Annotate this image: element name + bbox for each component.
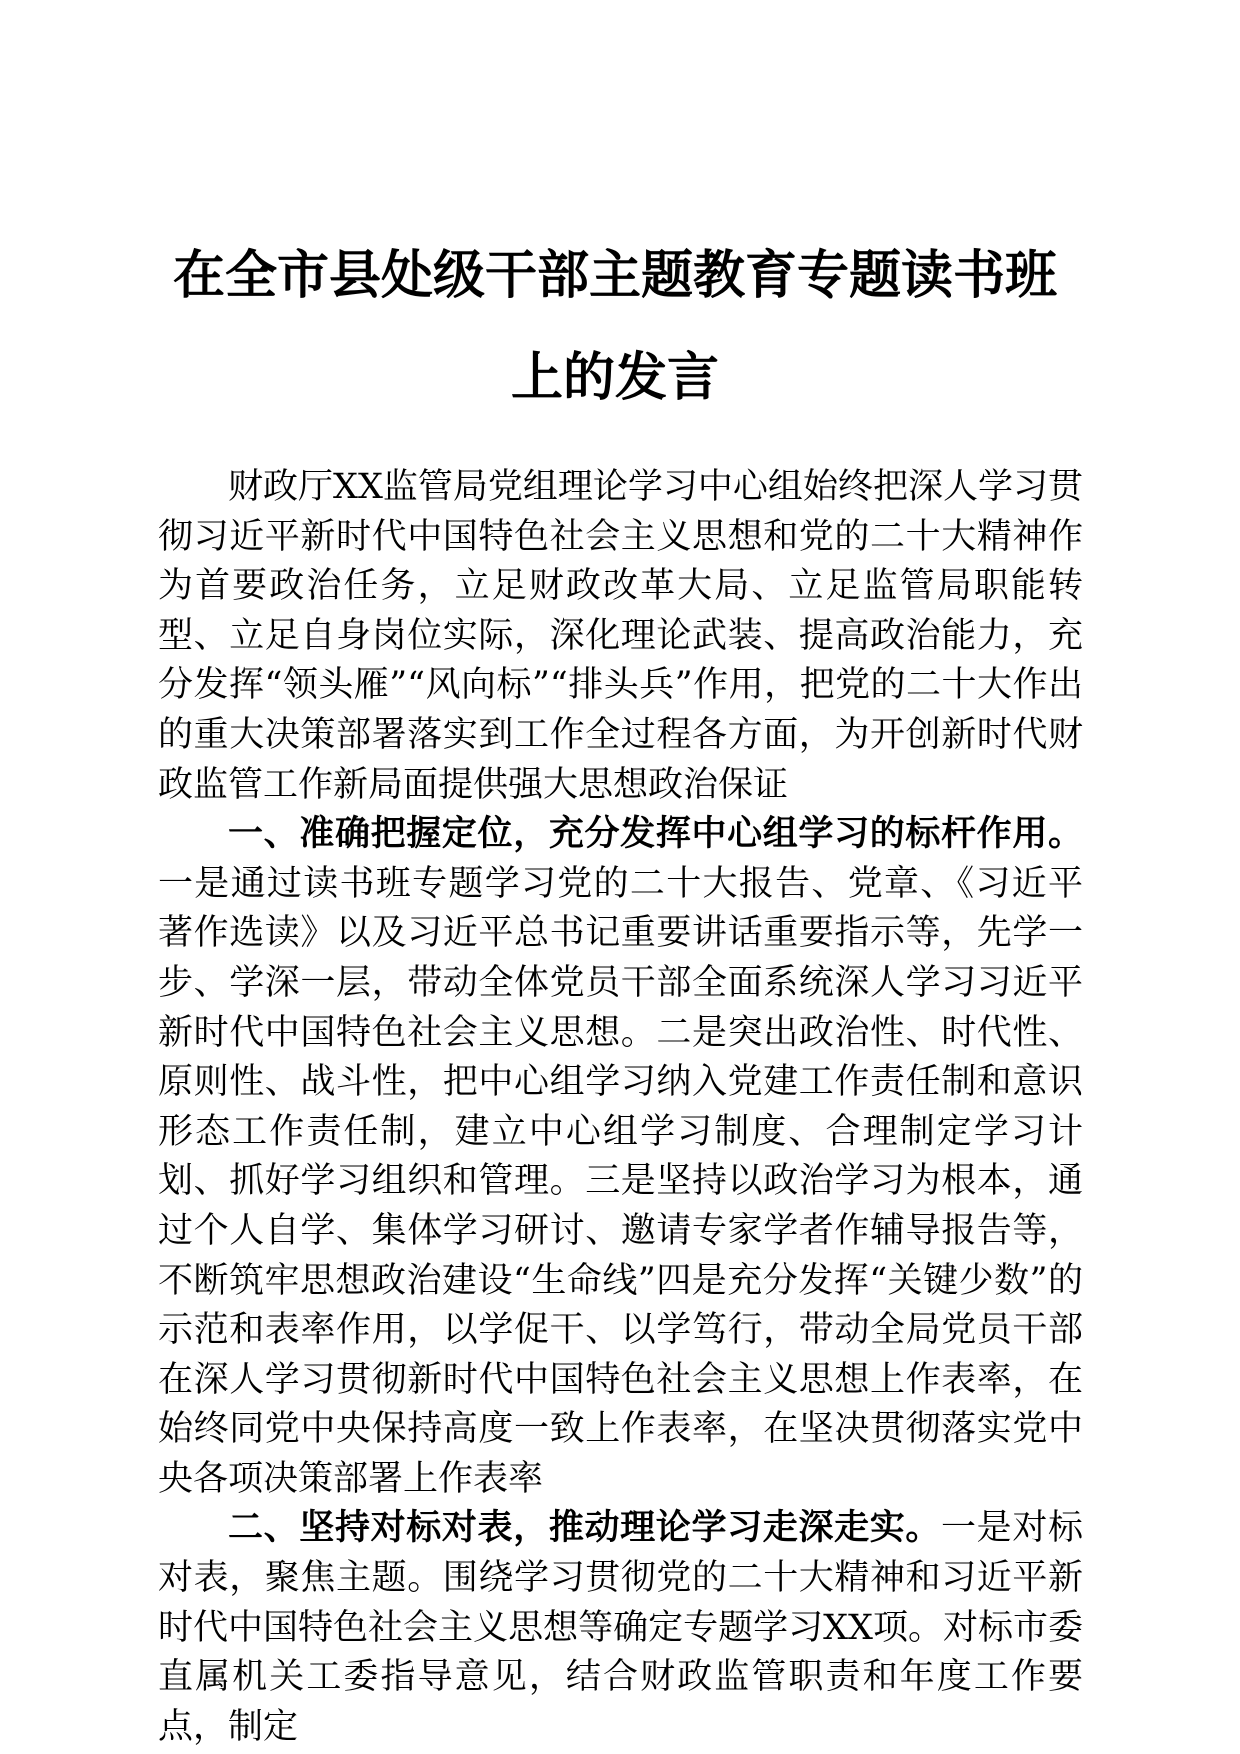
paragraph-intro-text: 财政厅XX监管局党组理论学习中心组始终把深人学习贯彻习近平新时代中国特色社会主义思想和党的二十大精神作为首要政治任务，立足财政改革大局、立足监管局职能转型、立足自身岗位实际，深化理论武装、提高政治能力，充分发挥“领头雁”“风向标”“排头兵”作用，把党的二十大作出的重大决策部署落实到工作全过程各方面，为开创新时代财政监管工作新局面提供强大思想政治保证 (158, 467, 1083, 805)
section-1-text: 一是通过读书班专题学习党的二十大报告、党章、《习近平著作选读》以及习近平总书记重要讲话重要指示等，先学一步、学深一层，带动全体党员干部全面系统深人学习习近平新时代中国特色社会主义思想。二是突出政治性、时代性、原则性、战斗性，把中心组学习纳入党建工作责任制和意识形态工作责任制，建立中心组学习制度、合理制定学习计划、抓好学习组织和管理。三是坚持以政治学习为根本，通过个人自学、集体学习研讨、邀请专家学者作辅导报告等，不断筑牢思想政治建设“生命线”四是充分发挥“关键少数”的示范和表率作用，以学促干、以学笃行，带动全局党员干部在深人学习贯彻新时代中国特色社会主义思想上作表率，在始终同党中央保持高度一致上作表率，在坚决贯彻落实党中央各项决策部署上作表率 (158, 863, 1083, 1499)
paragraph-section-2 (158, 1504, 1083, 1752)
paragraph-section-1 (158, 810, 1083, 1504)
section-2-text: 一是对标对表，聚焦主题。围绕学习贯彻党的二十大精神和习近平新时代中国特色社会主义思想等确定专题学习XX项。对标市委直属机关工委指导意见，结合财政监管职责和年度工作要点，制定 (158, 1508, 1083, 1747)
section-2-heading: 二、坚持对标对表，推动理论学习走深走实。 (228, 1508, 942, 1549)
document-body (158, 463, 1083, 1752)
section-1-heading: 一、准确把握定位，充分发挥中心组学习的标杆作用。 (228, 814, 1083, 855)
document-title: 在全市县处级干部主题教育专题读书班上的发言 (172, 245, 1057, 408)
paragraph-intro (158, 463, 1083, 810)
